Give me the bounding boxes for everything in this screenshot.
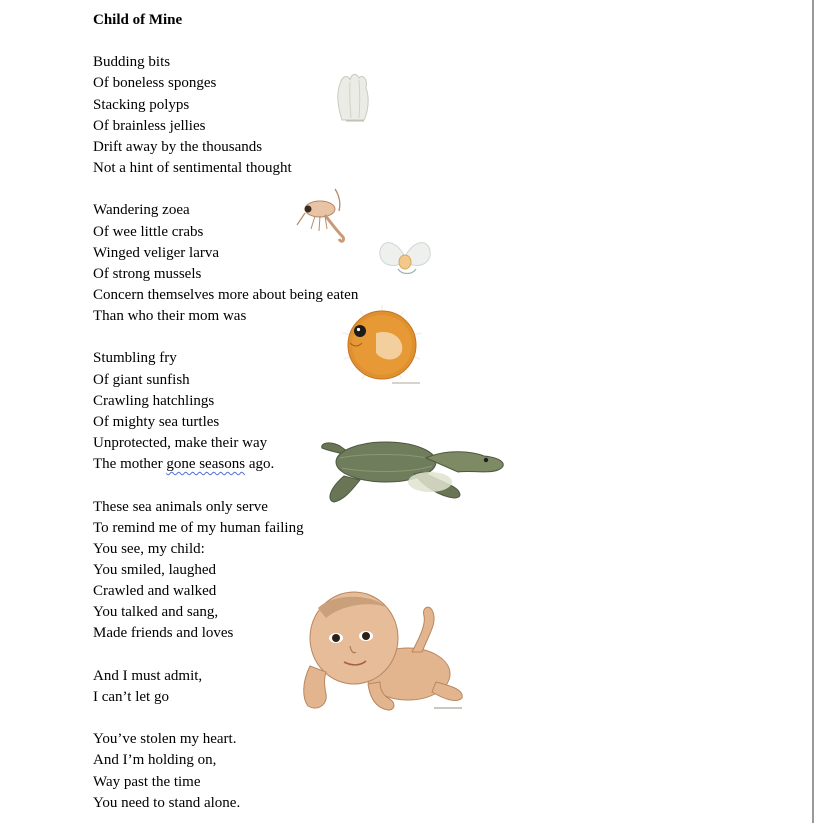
sunfish-fry-illustration [336,303,432,387]
poem-line: Of giant sunfish [93,371,190,388]
poem-line: And I must admit, [93,667,203,684]
sea-turtle-hatchling-illustration [318,430,508,506]
poem-line: Of boneless sponges [93,75,217,92]
poem-line: Of wee little crabs [93,223,204,240]
page-right-edge [812,0,814,823]
text-segment: The mother [93,456,167,473]
poem-line: Way past the time [93,773,201,790]
sponge-illustration [332,70,372,125]
poem-title: Child of Mine [93,12,183,28]
poem-line: Concern themselves more about being eaten [93,287,359,303]
spellcheck-flagged-phrase[interactable]: gone seasons [166,456,246,473]
zoea-larva-illustration [295,185,350,247]
poem-line: To remind me of my human failing [93,519,304,536]
poem-line: Of strong mussels [93,265,202,282]
poem-line: Of mighty sea turtles [93,413,220,430]
poem-line: Unprotected, make their way [93,435,268,452]
poem-line: I can’t let go [93,688,169,705]
poem-line: Winged veliger larva [93,244,220,261]
poem-line: Crawled and walked [93,583,217,600]
poem-line: Stacking polyps [93,96,190,113]
poem-line: Stumbling fry [93,350,177,367]
poem-line: You smiled, laughed [93,562,217,578]
stanza-break [93,31,358,52]
poem-line: Than who their mom was [93,308,247,325]
crawling-baby-illustration [296,586,470,718]
stanza-break [93,327,358,348]
poem-line: Not a hint of sentimental thought [93,160,292,177]
poem-line: Wandering zoea [93,202,190,219]
poem-line: You need to stand alone. [93,794,241,811]
poem-line: And I’m holding on, [93,752,217,769]
poem-line: You see, my child: [93,540,205,557]
poem-line: You talked and sang, [93,604,219,621]
veliger-larva-illustration [378,235,432,277]
poem-line: You’ve stolen my heart. [93,731,237,748]
poem-line: Of brainless jellies [93,117,206,134]
text-segment: ago. [245,456,275,473]
poem-line: Drift away by the thousands [93,138,263,155]
poem-line: These sea animals only serve [93,498,268,515]
poem-line: Made friends and loves [93,625,234,642]
poem-line: Budding bits [93,54,171,71]
poem-line: Crawling hatchlings [93,392,215,409]
